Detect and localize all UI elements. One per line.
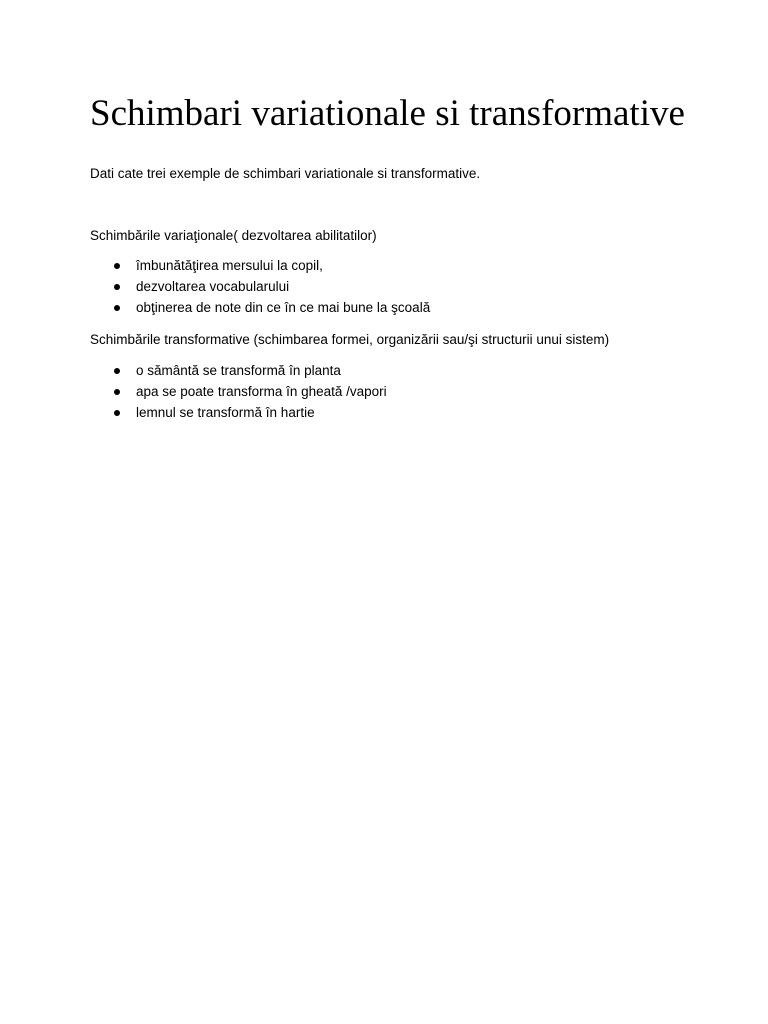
list-item-text: dezvoltarea vocabularului — [136, 279, 290, 294]
bullet-icon — [114, 305, 120, 311]
list-item — [112, 404, 387, 425]
list-item-text: obţinerea de note din ce în ce mai bune la şcoală — [136, 300, 431, 315]
list-item — [112, 383, 387, 404]
bullet-icon — [114, 389, 120, 395]
bullet-list-variational — [112, 257, 430, 320]
list-item — [112, 299, 430, 320]
bullet-icon — [114, 263, 120, 269]
bullet-list-transformative — [112, 362, 387, 425]
list-item — [112, 257, 430, 278]
bullet-icon — [114, 410, 120, 416]
section-heading-variational: Schimbările variaţionale( dezvoltarea abilitatilor) — [90, 228, 377, 243]
list-item-text: o sământă se transformă în planta — [136, 363, 341, 378]
list-item — [112, 278, 430, 299]
page-title: Schimbari variationale si transformative — [90, 93, 685, 134]
list-item-text: apa se poate transforma în gheată /vapori — [136, 384, 387, 399]
list-item-text: îmbunătăţirea mersului la copil, — [136, 258, 323, 273]
list-item — [112, 362, 387, 383]
bullet-icon — [114, 284, 120, 290]
intro-paragraph: Dati cate trei exemple de schimbari variationale si transformative. — [90, 166, 481, 181]
section-heading-transformative: Schimbările transformative (schimbarea formei, organizării sau/şi structurii unui sistem) — [90, 332, 610, 347]
list-item-text: lemnul se transformă în hartie — [136, 405, 315, 420]
bullet-icon — [114, 368, 120, 374]
